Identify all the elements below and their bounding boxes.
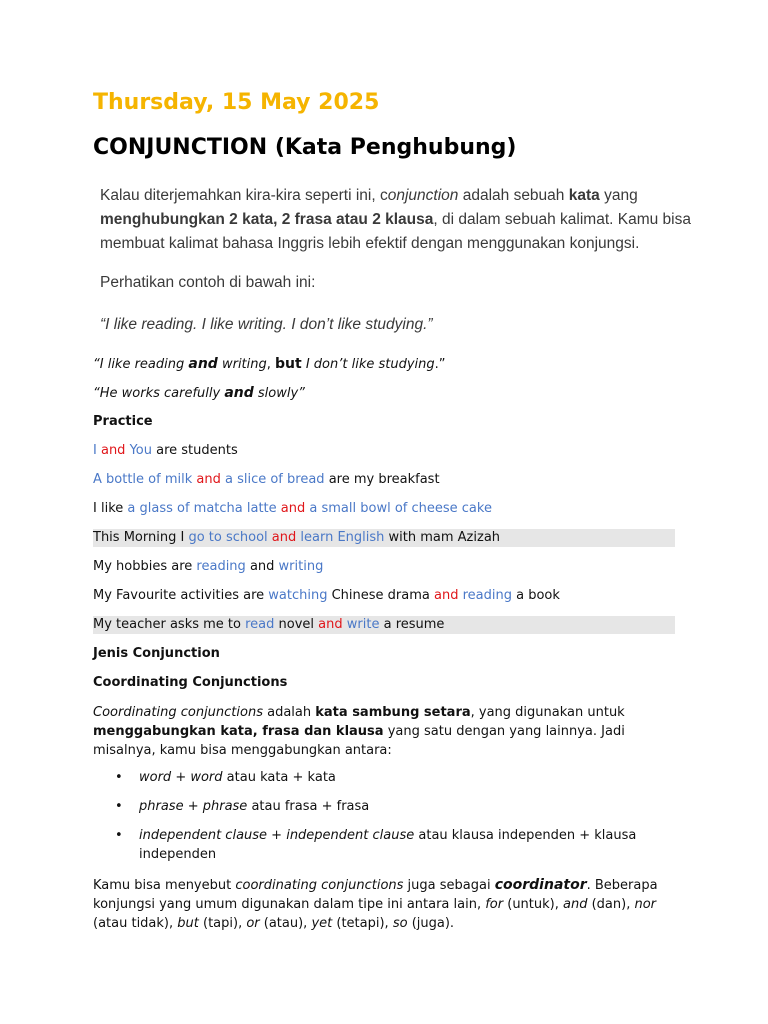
bullet-icon: • — [115, 828, 123, 843]
document-title: CONJUNCTION (Kata Penghubung) — [93, 135, 517, 160]
practice-row-7: My teacher asks me to read novel and write a resume — [93, 616, 675, 634]
coordination-bullet-list — [93, 768, 683, 874]
example-sentence-2: “He works carefully and slowly” — [93, 385, 305, 401]
list-item: • phrase + phrase atau frasa + frasa — [115, 799, 370, 814]
practice-row-5: My hobbies are reading and writing — [93, 559, 324, 574]
practice-row-6: My Favourite activities are watching Chinese drama and reading a book — [93, 588, 560, 603]
document-date: Thursday, 15 May 2025 — [93, 90, 380, 115]
practice-row-1: I and You are students — [93, 443, 238, 458]
jenis-heading: Jenis Conjunction — [93, 646, 220, 661]
coordinator-closing-paragraph: Kamu bisa menyebut coordinating conjunctions juga sebagai coordinator. Beberapa konjungsi yang umum digunakan dalam tipe ini antara lain, for (untuk), and (dan), nor (atau tidak), but (tapi), or (atau), yet (tetapi), so (juga). — [93, 877, 658, 931]
practice-row-3: I like a glass of matcha latte and a small bowl of cheese cake — [93, 501, 492, 516]
example-sentence-1: “I like reading and writing, but I don’t like studying.” — [93, 356, 446, 372]
image-paragraph-instruction: Perhatikan contoh di bawah ini: — [100, 274, 316, 291]
list-item: • independent clause + independent clause atau klausa independen + klausa independen — [115, 828, 637, 862]
bullet-icon: • — [115, 799, 123, 814]
embedded-text-image — [93, 178, 707, 338]
image-paragraph-definition: Kalau diterjemahkan kira-kira seperti ini, conjunction adalah sebuah kata yang menghubungkan 2 kata, 2 frasa atau 2 klausa, di dalam sebuah kalimat. Kamu bisa membuat kalimat bahasa Inggris lebih efektif dengan menggunakan konjungsi. — [100, 187, 691, 252]
image-paragraph-example: “I like reading. I like writing. I don’t like studying.” — [100, 316, 433, 333]
practice-row-2: A bottle of milk and a slice of bread are my breakfast — [93, 472, 440, 487]
practice-heading: Practice — [93, 414, 153, 429]
practice-row-4: This Morning I go to school and learn English with mam Azizah — [93, 529, 675, 547]
bullet-icon: • — [115, 770, 123, 785]
coordinating-subheading: Coordinating Conjunctions — [93, 675, 288, 690]
coordinating-intro-paragraph: Coordinating conjunctions adalah kata sambung setara, yang digunakan untuk menggabungkan kata, frasa dan klausa yang satu dengan yang lainnya. Jadi misalnya, kamu bisa menggabungkan antara: — [93, 705, 625, 758]
list-item: • word + word atau kata + kata — [115, 770, 336, 785]
